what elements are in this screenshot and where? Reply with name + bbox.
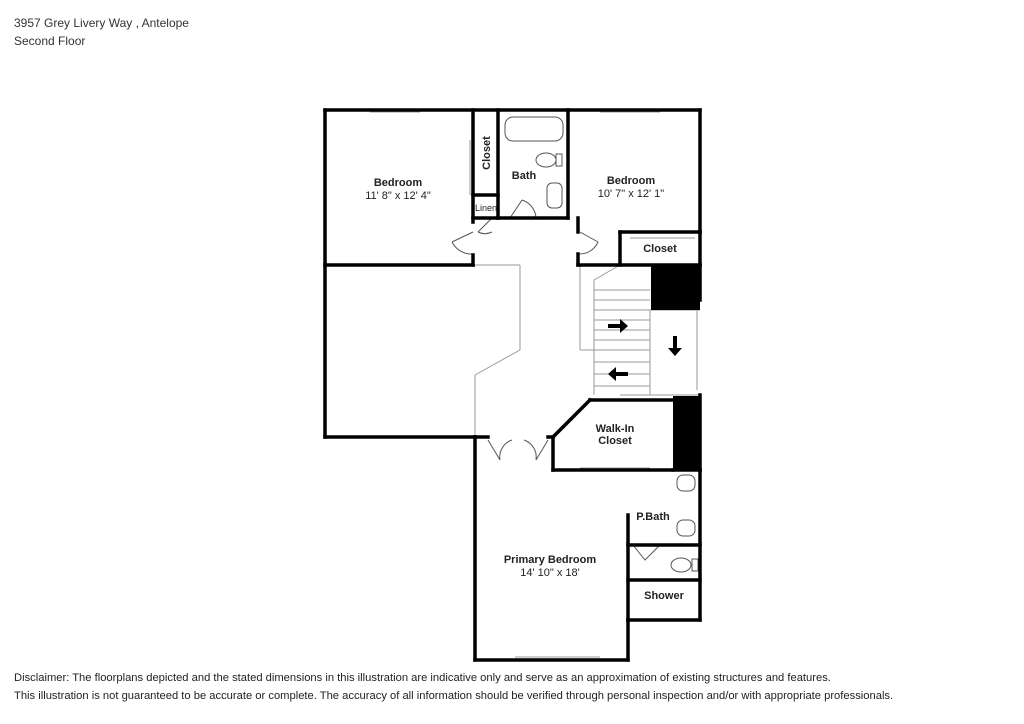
- closet-right-label: Closet: [643, 243, 677, 255]
- door-swings: [452, 200, 660, 560]
- pbath-label: P.Bath: [636, 511, 670, 523]
- linen-label: Linen: [474, 203, 498, 213]
- walkin-label-1: Walk-In: [595, 423, 635, 435]
- disclaimer-line-2: This illustration is not guaranteed to be accurate or complete. The accuracy of all information should be verified through personal inspection and/or with appropriate professionals.: [14, 690, 894, 702]
- bedroom-left-name: Bedroom: [373, 177, 423, 189]
- fixtures: [505, 117, 698, 572]
- bedroom-right-name: Bedroom: [606, 175, 656, 187]
- toilet-icon: [671, 558, 691, 572]
- walkin-label-2: Closet: [598, 435, 632, 447]
- floor-label: Second Floor: [14, 34, 86, 48]
- toilet-icon: [536, 153, 556, 167]
- bath-label: Bath: [511, 170, 537, 182]
- primary-dims: 14' 10" x 18': [520, 567, 580, 579]
- bathtub-icon: [505, 117, 563, 141]
- shaft-top: [651, 264, 700, 310]
- bedroom-left-dims: 11' 8" x 12' 4": [365, 190, 431, 202]
- arrow-down-icon: [668, 336, 682, 356]
- closet-left-label: Closet: [481, 136, 493, 170]
- sink-icon: [677, 520, 695, 536]
- property-address: 3957 Grey Livery Way , Antelope: [14, 16, 189, 30]
- primary-name: Primary Bedroom: [503, 554, 597, 566]
- bedroom-right-dims: 10' 7" x 12' 1": [597, 188, 665, 200]
- shower-label: Shower: [644, 590, 684, 602]
- disclaimer-line-1: Disclaimer: The floorplans depicted and the stated dimensions in this illustration are indicative only and serve as an approximation of existing structures and features.: [14, 672, 831, 684]
- shaft-bottom: [673, 396, 700, 470]
- sink-icon: [547, 183, 562, 208]
- arrow-left-icon: [608, 367, 628, 381]
- sink-icon: [677, 475, 695, 491]
- arrow-right-icon: [608, 319, 628, 333]
